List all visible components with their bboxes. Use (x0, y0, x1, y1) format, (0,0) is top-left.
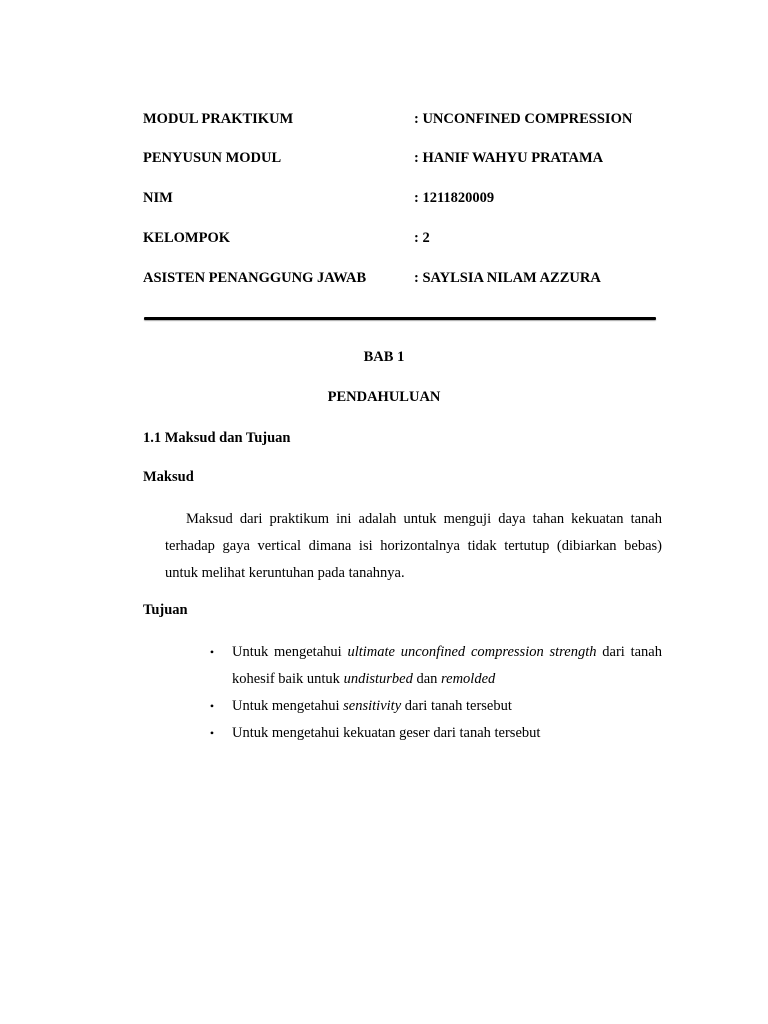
tujuan-list (205, 639, 662, 747)
header-label: ASISTEN PENANGGUNG JAWAB (143, 270, 367, 286)
list-item (205, 639, 662, 693)
bullet-icon: • (209, 645, 215, 659)
header-value: : SAYLSIA NILAM AZZURA (414, 270, 601, 286)
tujuan-heading: Tujuan (143, 602, 188, 618)
maksud-paragraph: Maksud dari praktikum ini adalah untuk menguji daya tahan kekuatan tanah terhadap gaya vertical dimana isi horizontalnya tidak tertutup (dibiarkan bebas) untuk melihat keruntuhan pada tanahnya. (165, 511, 662, 581)
maksud-heading: Maksud (143, 469, 194, 485)
text-segment: Untuk mengetahui kekuatan geser dari tanah tersebut (232, 725, 541, 741)
text-segment: Untuk mengetahui (232, 698, 344, 714)
text-segment: dan (412, 671, 442, 687)
list-item-text (232, 720, 662, 747)
italic-term: undisturbed (343, 671, 413, 687)
list-item-text (232, 639, 662, 693)
header-label: NIM (143, 190, 173, 206)
header-value: : 1211820009 (414, 190, 495, 206)
header-label: KELOMPOK (143, 230, 230, 246)
text-segment: dari tanah kohesif baik untuk (232, 644, 662, 687)
chapter-title: PENDAHULUAN (327, 389, 441, 405)
italic-term: ultimate unconfined compression strength (347, 644, 597, 660)
italic-term: sensitivity (343, 698, 402, 714)
header-label: MODUL PRAKTIKUM (143, 111, 294, 127)
chapter-number: BAB 1 (363, 349, 405, 365)
italic-term: remolded (441, 671, 496, 687)
list-item (205, 720, 662, 747)
text-segment: dari tanah tersebut (401, 698, 512, 714)
list-item (205, 693, 662, 720)
header-value: : UNCONFINED COMPRESSION (414, 111, 633, 127)
section-title: 1.1 Maksud dan Tujuan (143, 430, 291, 446)
header-value: : HANIF WAHYU PRATAMA (414, 150, 604, 166)
bullet-icon: • (209, 699, 215, 713)
header-label: PENYUSUN MODUL (143, 150, 282, 166)
list-item-text (232, 693, 662, 720)
bullet-icon: • (209, 726, 215, 740)
header-value: : 2 (414, 230, 430, 246)
text-segment: Untuk mengetahui (232, 644, 348, 660)
header-divider (144, 317, 656, 320)
